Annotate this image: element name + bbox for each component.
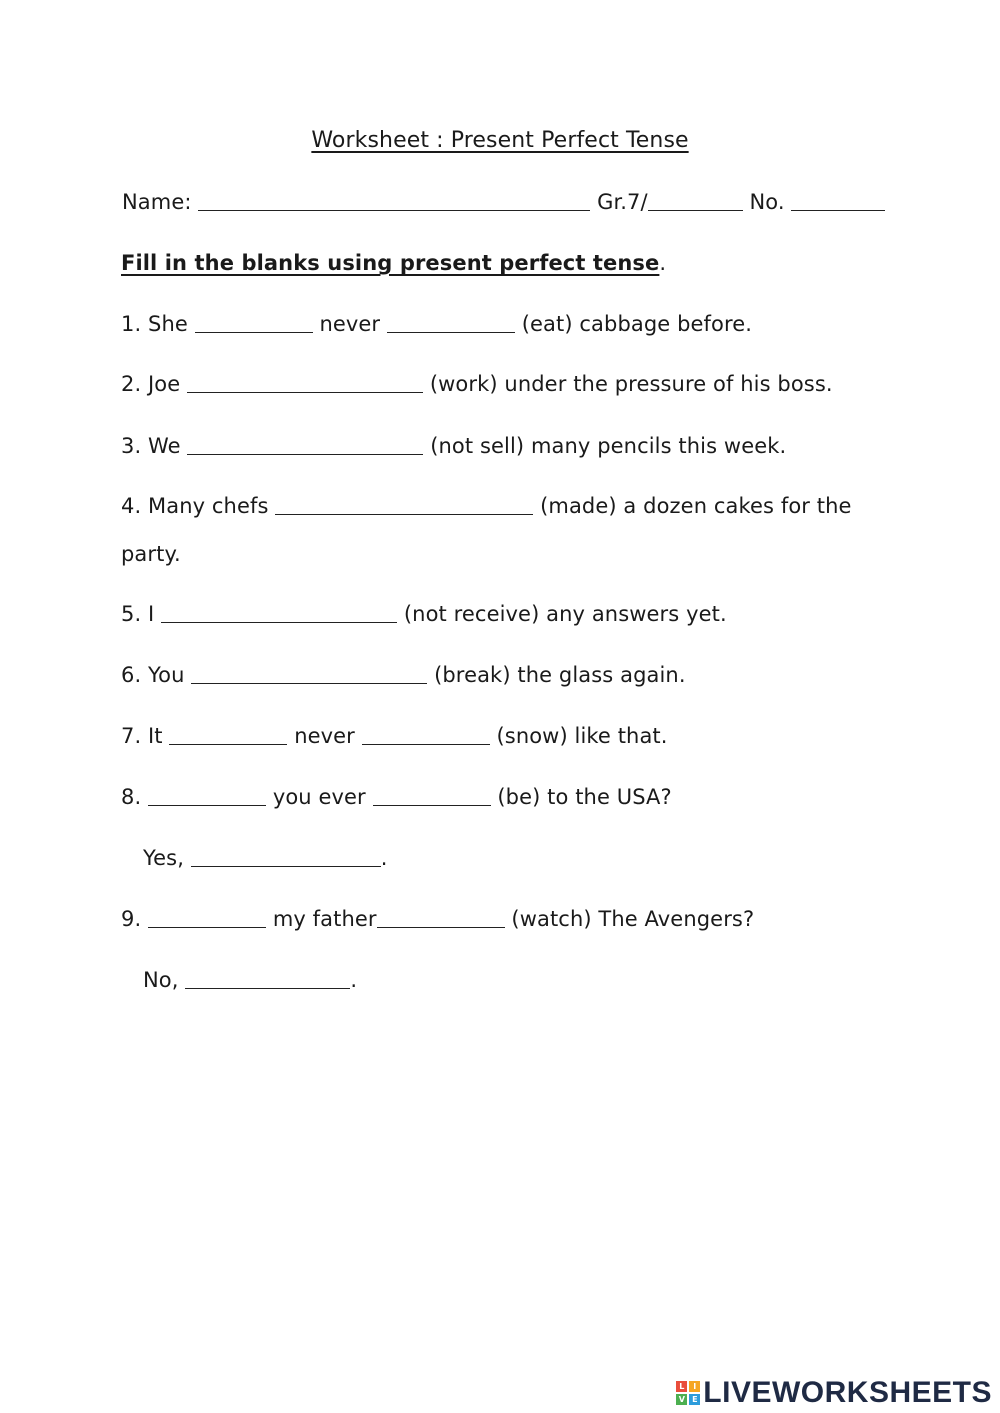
page-title: Worksheet : Present Perfect Tense [311,128,689,153]
q7-blank-2[interactable] [362,724,490,745]
q8-blank-1[interactable] [148,785,266,806]
question-8-answer: Yes, . [143,846,388,870]
q1-blank-2[interactable] [387,312,515,333]
question-4-continued: party. [121,542,181,566]
grade-field[interactable] [648,190,743,211]
q3-blank[interactable] [187,434,423,455]
q7-blank-1[interactable] [169,724,287,745]
number-field[interactable] [791,190,885,211]
instruction-text: Fill in the blanks using present perfect tense [121,251,660,275]
number-label: No. [749,190,785,214]
name-row [122,188,885,216]
instruction [121,249,666,277]
question-2: 2. Joe (work) under the pressure of his boss. [121,372,833,396]
question-6: 6. You (break) the glass again. [121,663,686,687]
liveworksheets-logo [676,1378,992,1408]
question-3: 3. We (not sell) many pencils this week. [121,434,787,458]
question-4: 4. Many chefs (made) a dozen cakes for the [121,494,852,518]
grade-label: Gr.7/ [597,190,648,214]
name-field[interactable] [198,190,590,211]
q1-blank-1[interactable] [195,312,313,333]
liveworksheets-text: LIVEWORKSHEETS [703,1376,992,1409]
q4-blank[interactable] [275,494,533,515]
q5-blank[interactable] [161,602,397,623]
question-9-answer: No, . [143,968,358,992]
question-9: 9. my father (watch) The Avengers? [121,907,755,931]
liveworksheets-mark-icon: L I V E [676,1381,700,1405]
question-5: 5. I (not receive) any answers yet. [121,602,727,626]
question-7: 7. It never (snow) like that. [121,724,668,748]
q8-blank-2[interactable] [373,785,491,806]
q6-blank[interactable] [191,663,427,684]
q9-blank-1[interactable] [148,907,266,928]
question-8: 8. you ever (be) to the USA? [121,785,672,809]
q9-answer-blank[interactable] [185,968,350,989]
instruction-period: . [659,251,667,275]
question-1: 1. She never (eat) cabbage before. [121,312,753,336]
name-label: Name: [122,190,192,214]
q9-blank-2[interactable] [377,907,505,928]
q2-blank[interactable] [187,372,423,393]
q8-answer-blank[interactable] [191,846,381,867]
